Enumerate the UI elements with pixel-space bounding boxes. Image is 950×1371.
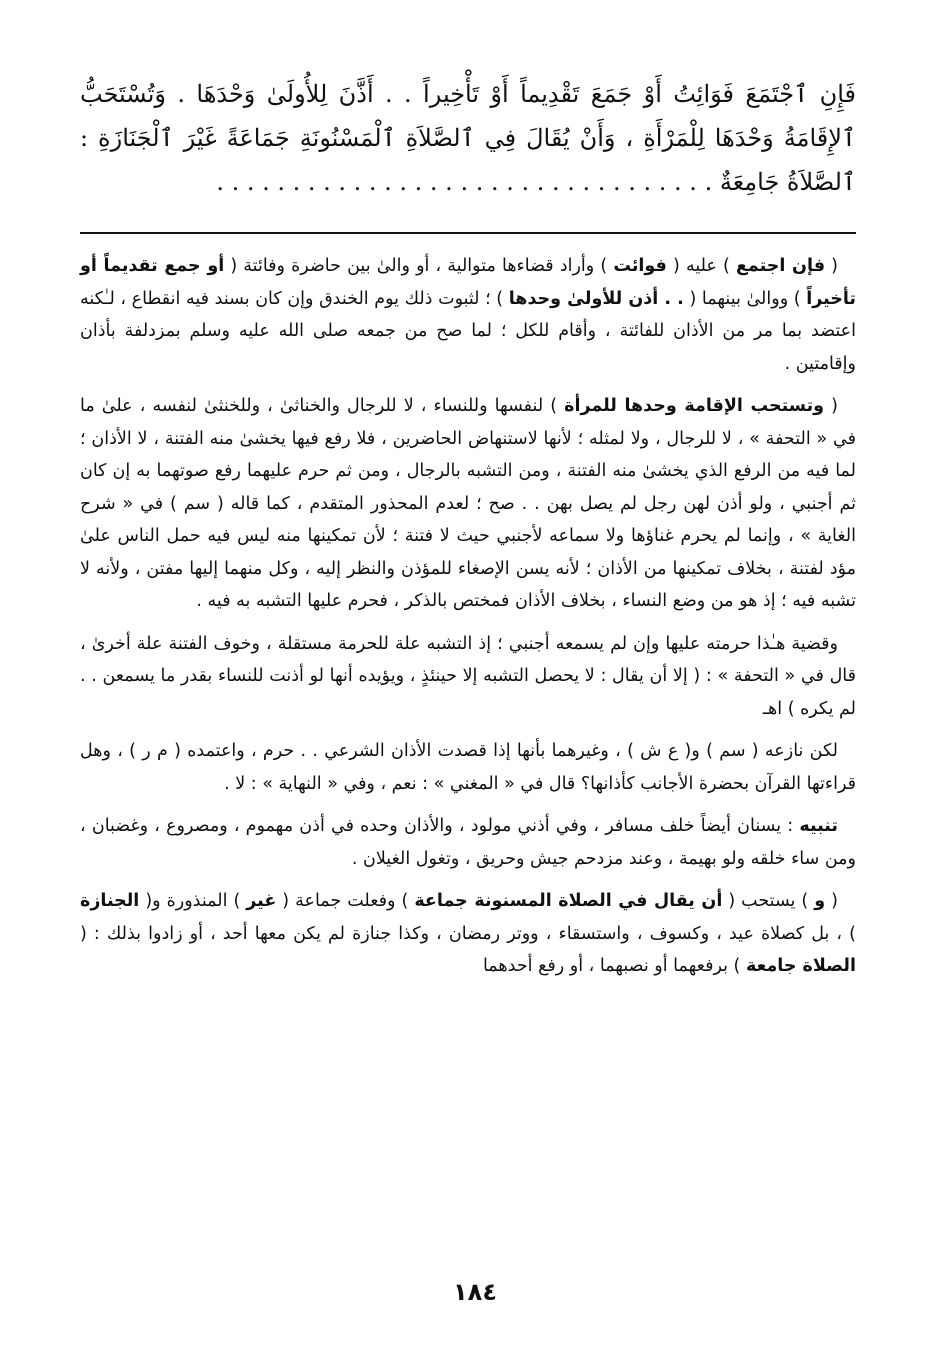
commentary-text: لكن نازعه ( سم ) و( ع ش ) ، وغيرهما بأنها إذا قصدت الأذان الشرعي . . حرم ، واعتمده ( م ر ) ، وهل قراءتها القرآن بحضرة الأجانب كأذانها؟ قال في « المغني » : نعم ، وفي « النهاية » : لا . bbox=[80, 741, 856, 794]
commentary-paragraph bbox=[80, 735, 856, 800]
commentary-text: وقضية هـٰذا حرمته عليها وإن لم يسمعه أجنبي ؛ إذ التشبه علة للحرمة مستقلة ، وخوف الفتنة علة أخرىٰ ، قال في « التحفة » : ( إلا أن يقال : لا يحصل التشبه إلا حينئذٍ ، ويؤيده أنها لو أذنت للنساء بقدر ما يسمعن . . لم يكره ) اهـ bbox=[80, 633, 856, 719]
footnote-separator bbox=[80, 232, 856, 234]
commentary bbox=[80, 250, 856, 983]
commentary-text: ( bbox=[825, 891, 839, 911]
commentary-text: ) المنذورة و( bbox=[139, 891, 247, 911]
bold-term: فإن اجتمع bbox=[735, 256, 826, 276]
bold-term: فوائت bbox=[613, 256, 667, 276]
commentary-text: ) وأراد قضاءها متوالية ، أو والىٰ بين حاضرة وفائتة ( bbox=[224, 256, 614, 276]
commentary-text: : يسنان أيضاً خلف مسافر ، وفي أذني مولود ، والأذان وحده في أذن مهموم ، ومصروع ، وغضبان ، ومن ساء خلقه ولو بهيمة ، وعند مزدحم جيش وحريق ، وتغول الغيلان . bbox=[80, 816, 856, 869]
commentary-paragraph bbox=[80, 628, 856, 726]
commentary-text: ) وفعلت جماعة ( bbox=[276, 891, 415, 911]
bold-term: تنبيه bbox=[799, 816, 838, 836]
bold-term: وتستحب الإقامة وحدها للمرأة bbox=[564, 396, 825, 416]
commentary-paragraph bbox=[80, 250, 856, 380]
commentary-paragraph bbox=[80, 390, 856, 618]
main-text-dots: . . . . . . . . . . . . . . . . . . . . . . . . . . . . . . . . bbox=[216, 168, 697, 196]
main-text-body: فَإِنِ ٱجْتَمَعَ فَوَائِتُ أَوْ جَمَعَ تَقْدِيماً أَوْ تَأْخِيراً . . أَذَّنَ لِلأُولَىٰ وَحْدَهَا . وَتُسْتَحَبُّ ٱلإِقَامَةُ وَحْدَهَا لِلْمَرْأَةِ ، وَأَنْ يُقَالَ فِي ٱلصَّلاَةِ ٱلْمَسْنُونَةِ جَمَاعَةً غَيْرَ ٱلْجَنَازَةِ : ٱلصَّلاَةُ جَامِعَةٌ . bbox=[80, 80, 856, 196]
commentary-text: ( bbox=[825, 256, 838, 276]
page-number: ١٨٤ bbox=[453, 1278, 497, 1306]
bold-term: أو جمع تقديماً أو تأخيراً bbox=[80, 256, 856, 309]
commentary-text: ) عليه ( bbox=[666, 256, 736, 276]
bold-term: و bbox=[814, 891, 826, 911]
commentary-text: ) يستحب ( bbox=[722, 891, 815, 911]
commentary-text: ) ووالىٰ بينهما ( bbox=[683, 288, 807, 309]
commentary-paragraph bbox=[80, 885, 856, 983]
bold-term: الصلاة جامعة bbox=[745, 956, 856, 976]
commentary-text: ( bbox=[824, 396, 838, 416]
bold-term: الجنازة bbox=[80, 891, 140, 911]
commentary-text: ) لنفسها وللنساء ، لا للرجال والخناثىٰ ، وللخنثىٰ لنفسه ، علىٰ ما في « التحفة » ، لا للرجال ، ولا لمثله ؛ لأنها لاستنهاض الحاضرين ، فلا رفع فيها يخشىٰ منه الفتنة ، لا الأذان ؛ لما فيه من الرفع الذي يخشىٰ منه الفتنة ، ومن التشبه بالرجال ، ومن ثم حرم عليهما رفع صوتهما به إن كان ثم أجنبي ، ولو أذن لهن رجل لم يصل بهن . . صح ؛ لعدم المحذور المتقدم ، كما قاله ( سم ) في « شرح الغاية » ، وإنما لم يحرم غناؤها ولا سماعه لأجنبي حيث لا فتنة ؛ لأن تمكينها منه ليس فيه حمل الناس علىٰ مؤد لفتنة ، بخلاف تمكينها من الأذان ؛ لأنه يسن الإصغاء للمؤذن والنظر إليه ، وكل منهما إليها مفتن ، ولأنه لا تشبه فيه ؛ إذ هو من وضع النساء ، بخلاف الأذان فمختص بالذكر ، فحرم عليها التشبه به فيه . bbox=[80, 396, 856, 611]
commentary-text: ) برفعهما أو نصبهما ، أو رفع أحدهما bbox=[482, 956, 746, 976]
commentary-text: ) ؛ لثبوت ذلك يوم الخندق وإن كان بسند فيه انقطاع ، لـٰكنه اعتضد بما مر من الأذان للفائتة ، وأقام للكل ؛ لما صح من جمعه صلى الله عليه وسلم بمزدلفة بأذان وإقامتين . bbox=[80, 288, 856, 374]
commentary-paragraph bbox=[80, 810, 856, 875]
bold-term: أن يقال في الصلاة المسنونة جماعة bbox=[414, 891, 723, 911]
bold-term: غير bbox=[246, 891, 277, 911]
book-page bbox=[80, 72, 856, 993]
main-text bbox=[80, 72, 856, 204]
bold-term: . . أذن للأولىٰ وحدها bbox=[508, 288, 684, 309]
commentary-text: ) ، بل كصلاة عيد ، وكسوف ، واستسقاء ، ووتر رمضان ، وكذا جنازة لم يكن معها أحد ، أو زادوا بذلك : ( bbox=[80, 923, 856, 944]
